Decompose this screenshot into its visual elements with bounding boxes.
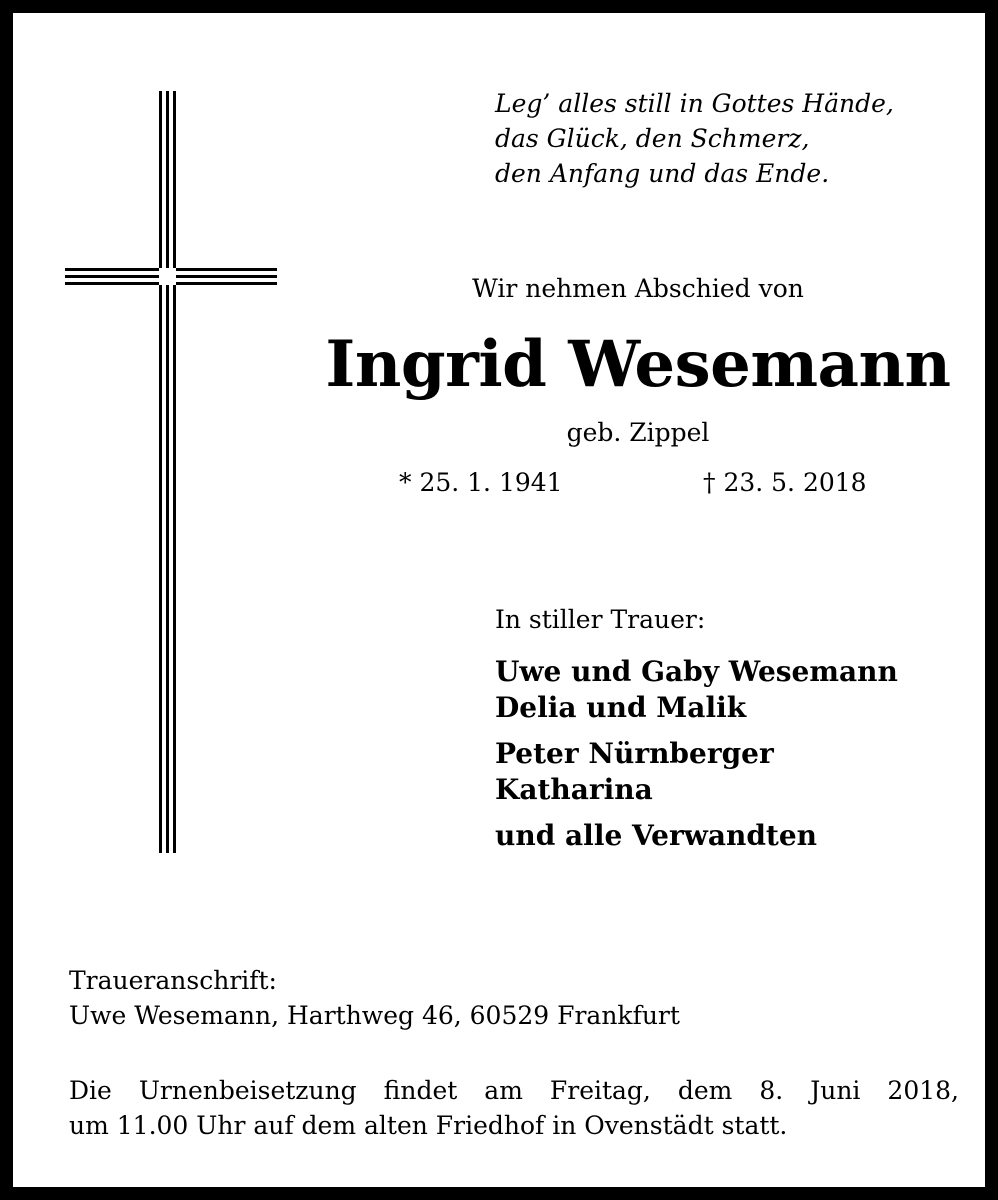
- ceremony-line: Die Urnenbeisetzung findet am Freitag, dem 8. Juni 2018,: [69, 1076, 959, 1105]
- poem-line: den Anfang und das Ende.: [495, 159, 830, 188]
- poem-line: Leg’ alles still in Gottes Hände,: [495, 89, 894, 118]
- mourner-name: Katharina: [495, 773, 653, 806]
- address-text: Uwe Wesemann, Harthweg 46, 60529 Frankfurt: [69, 1001, 680, 1030]
- farewell-heading: Wir nehmen Abschied von: [472, 274, 804, 303]
- mourning-intro: In stiller Trauer:: [495, 605, 706, 634]
- mourner-name: und alle Verwandten: [495, 819, 818, 852]
- poem: [495, 86, 894, 191]
- mourner-group: [495, 654, 898, 726]
- address-label: Traueranschrift:: [69, 966, 277, 995]
- poem-line: das Glück, den Schmerz,: [495, 124, 810, 153]
- maiden-name: geb. Zippel: [566, 418, 710, 447]
- mourner-name: Peter Nürnberger: [495, 737, 774, 770]
- death-date: † 23. 5. 2018: [703, 468, 867, 497]
- mourner-name: Delia und Malik: [495, 691, 747, 724]
- mourning-address: [69, 963, 680, 1033]
- mourner-name: Uwe und Gaby Wesemann: [495, 655, 898, 688]
- ceremony-line: um 11.00 Uhr auf dem alten Friedhof in Ovenstädt statt.: [69, 1111, 788, 1140]
- mourner-group: [495, 736, 898, 808]
- mourner-group: [495, 818, 898, 854]
- deceased-name: Ingrid Wesemann: [325, 327, 951, 402]
- birth-date: * 25. 1. 1941: [399, 468, 563, 497]
- mourners-list: [495, 654, 898, 864]
- ceremony-notice: [69, 1073, 959, 1143]
- cross-icon: [65, 91, 277, 853]
